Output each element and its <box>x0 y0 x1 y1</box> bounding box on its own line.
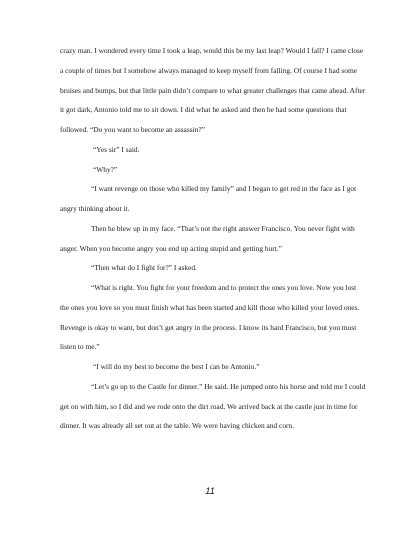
paragraph-revenge: “I want revenge on those who killed my family” and I began to get red in the face as I got angry thinking about it. <box>60 184 357 213</box>
paragraph-why: “Why?” <box>93 164 118 174</box>
paragraph-castle-dinner: “Let’s go up to the Castle for dinner.” He said. He jumped onto his horse and told me I could get on with him, so I did and we rode onto the dirt road. We arrived back at the castle just in time for dinner. It was already all set out at the table. We were having chicken and corn. <box>60 381 366 431</box>
paragraph-continuation: crazy man. I wondered every time I took a leap, would this be my last leap? Would I fall? I came close a couple of times but I somehow always managed to keep myself from falling. Of course I had some bruises and bumps, but that little pain didn’t compare to what greater challenges that came ahead. After it got dark, Antonio told me to sit down. I did what he asked and then he had some questions that followed. “Do you want to become an assassin?” <box>60 46 366 134</box>
paragraph-fight-for: “Then what do I fight for?” I asked. <box>91 263 197 273</box>
paragraph-do-my-best: “I will do my best to become the best I can be Antonio.” <box>93 362 260 371</box>
paragraph-what-is-right: “What is right. You fight for your freedom and to protect the ones you love. Now you lost the ones you love so you must finish what has been started and kill those who killed your loved ones. Revenge is okay to want, but don’t get angry in the process. I know its hard Francisco, but you must listen to me.” <box>60 283 360 352</box>
page-number: 11 <box>205 486 215 497</box>
paragraph-yes-sir: “Yes sir” I said. <box>93 144 140 154</box>
paragraph-blew-up: Then he blew up in my face. “That’s not the right answer Francisco. You never fight with anger. When you become angry you end up acting stupid and getting hurt.” <box>60 223 355 253</box>
page-body-text <box>60 41 366 436</box>
